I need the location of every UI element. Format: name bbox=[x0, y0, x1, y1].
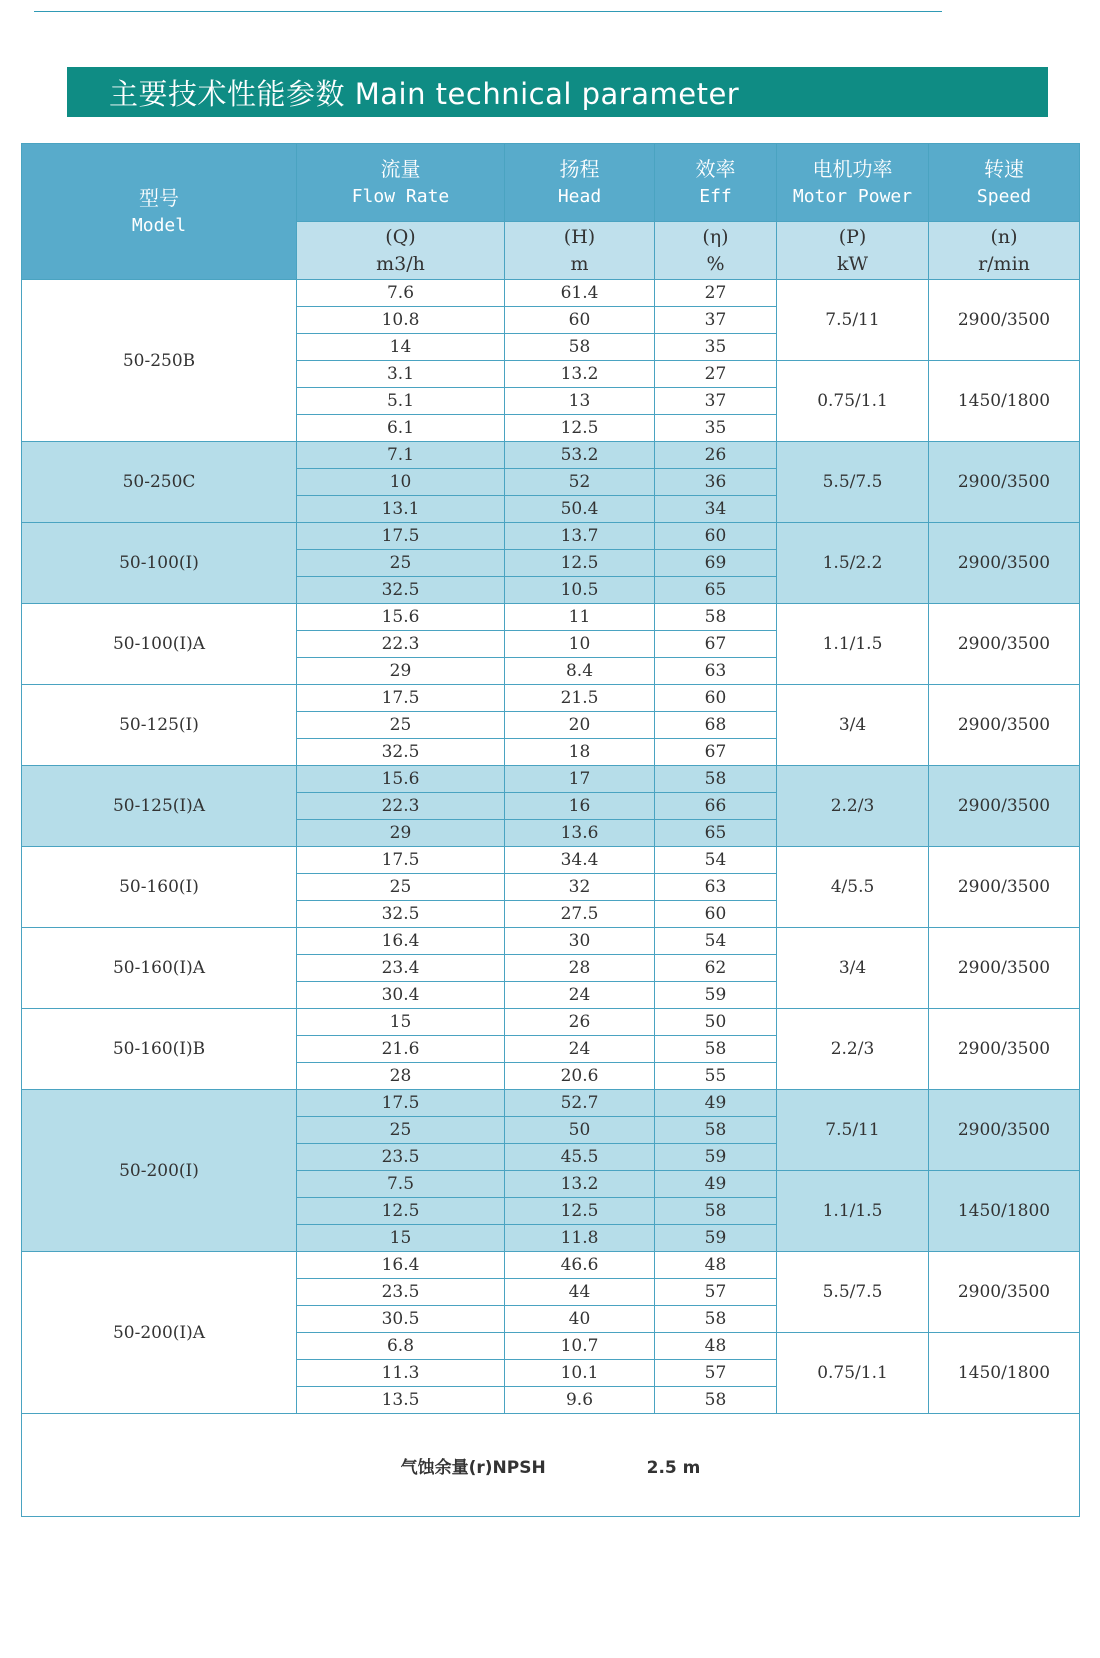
eff-cell: 58 bbox=[655, 766, 777, 793]
eff-cell: 58 bbox=[655, 1117, 777, 1144]
head-cell: 13.7 bbox=[505, 523, 655, 550]
flow-cell: 7.5 bbox=[297, 1171, 505, 1198]
head-cell: 28 bbox=[505, 955, 655, 982]
flow-cell: 10 bbox=[297, 469, 505, 496]
head-cell: 17 bbox=[505, 766, 655, 793]
model-cell: 50-100(I) bbox=[22, 523, 297, 604]
eff-cell: 65 bbox=[655, 820, 777, 847]
flow-cell: 32.5 bbox=[297, 577, 505, 604]
flow-cell: 30.5 bbox=[297, 1306, 505, 1333]
head-cell: 9.6 bbox=[505, 1387, 655, 1414]
eff-cell: 57 bbox=[655, 1360, 777, 1387]
flow-unit: m3/h bbox=[376, 252, 425, 275]
flow-cell: 7.1 bbox=[297, 442, 505, 469]
table-row bbox=[22, 1009, 1080, 1036]
head-unit-header bbox=[505, 222, 655, 280]
speed-cell: 2900/3500 bbox=[929, 280, 1080, 361]
head-cell: 46.6 bbox=[505, 1252, 655, 1279]
model-cell: 50-125(I)A bbox=[22, 766, 297, 847]
head-cell: 13.2 bbox=[505, 361, 655, 388]
table-row bbox=[22, 604, 1080, 631]
speed-cell: 2900/3500 bbox=[929, 523, 1080, 604]
eff-unit: % bbox=[706, 252, 725, 275]
speed-cell: 2900/3500 bbox=[929, 847, 1080, 928]
head-cell: 60 bbox=[505, 307, 655, 334]
eff-unit-header bbox=[655, 222, 777, 280]
head-cell: 61.4 bbox=[505, 280, 655, 307]
flow-cell: 16.4 bbox=[297, 1252, 505, 1279]
flow-cell: 6.8 bbox=[297, 1333, 505, 1360]
eff-cell: 36 bbox=[655, 469, 777, 496]
flow-cell: 17.5 bbox=[297, 847, 505, 874]
speed-cell: 2900/3500 bbox=[929, 1090, 1080, 1171]
head-cell: 50.4 bbox=[505, 496, 655, 523]
speed-cell: 2900/3500 bbox=[929, 604, 1080, 685]
flow-cell: 7.6 bbox=[297, 280, 505, 307]
eff-cell: 66 bbox=[655, 793, 777, 820]
power-cell: 0.75/1.1 bbox=[777, 1333, 929, 1414]
flow-cell: 29 bbox=[297, 658, 505, 685]
eff-cell: 62 bbox=[655, 955, 777, 982]
head-cell: 52.7 bbox=[505, 1090, 655, 1117]
power-cell: 5.5/7.5 bbox=[777, 1252, 929, 1333]
eff-cell: 65 bbox=[655, 577, 777, 604]
speed-cell: 2900/3500 bbox=[929, 766, 1080, 847]
flow-cell: 13.1 bbox=[297, 496, 505, 523]
head-cell: 12.5 bbox=[505, 415, 655, 442]
npsh-value: 2.5 m bbox=[646, 1457, 701, 1478]
power-header-cn: 电机功率 bbox=[812, 156, 893, 181]
eff-cell: 59 bbox=[655, 1144, 777, 1171]
head-cell: 10.5 bbox=[505, 577, 655, 604]
head-cell: 18 bbox=[505, 739, 655, 766]
model-cell: 50-200(I) bbox=[22, 1090, 297, 1252]
eff-cell: 59 bbox=[655, 982, 777, 1009]
flow-cell: 15.6 bbox=[297, 604, 505, 631]
eff-cell: 63 bbox=[655, 658, 777, 685]
flow-cell: 17.5 bbox=[297, 1090, 505, 1117]
head-cell: 12.5 bbox=[505, 1198, 655, 1225]
head-unit: m bbox=[570, 252, 589, 275]
power-cell: 7.5/11 bbox=[777, 1090, 929, 1171]
flow-cell: 32.5 bbox=[297, 739, 505, 766]
table-row bbox=[22, 928, 1080, 955]
flow-cell: 25 bbox=[297, 712, 505, 739]
flow-cell: 14 bbox=[297, 334, 505, 361]
eff-cell: 59 bbox=[655, 1225, 777, 1252]
power-symbol: (P) bbox=[838, 225, 867, 248]
model-cell: 50-125(I) bbox=[22, 685, 297, 766]
flow-cell: 6.1 bbox=[297, 415, 505, 442]
power-cell: 4/5.5 bbox=[777, 847, 929, 928]
eff-cell: 27 bbox=[655, 361, 777, 388]
power-cell: 5.5/7.5 bbox=[777, 442, 929, 523]
speed-header-cn: 转速 bbox=[984, 156, 1024, 181]
model-header-cn: 型号 bbox=[139, 185, 179, 210]
speed-cell: 2900/3500 bbox=[929, 1009, 1080, 1090]
power-cell: 1.1/1.5 bbox=[777, 1171, 929, 1252]
power-header-en: Motor Power bbox=[792, 185, 913, 207]
flow-header bbox=[297, 144, 505, 222]
model-cell: 50-160(I)A bbox=[22, 928, 297, 1009]
flow-cell: 29 bbox=[297, 820, 505, 847]
flow-cell: 23.5 bbox=[297, 1144, 505, 1171]
flow-cell: 17.5 bbox=[297, 685, 505, 712]
eff-cell: 37 bbox=[655, 307, 777, 334]
eff-cell: 27 bbox=[655, 280, 777, 307]
eff-cell: 67 bbox=[655, 739, 777, 766]
eff-cell: 63 bbox=[655, 874, 777, 901]
flow-cell: 25 bbox=[297, 550, 505, 577]
power-unit-header bbox=[777, 222, 929, 280]
speed-unit: r/min bbox=[978, 252, 1030, 275]
table-body bbox=[22, 280, 1080, 1414]
eff-cell: 58 bbox=[655, 604, 777, 631]
eff-cell: 57 bbox=[655, 1279, 777, 1306]
eff-cell: 58 bbox=[655, 1198, 777, 1225]
flow-cell: 5.1 bbox=[297, 388, 505, 415]
head-cell: 44 bbox=[505, 1279, 655, 1306]
head-cell: 8.4 bbox=[505, 658, 655, 685]
head-cell: 16 bbox=[505, 793, 655, 820]
power-cell: 2.2/3 bbox=[777, 766, 929, 847]
speed-cell: 2900/3500 bbox=[929, 1252, 1080, 1333]
eff-header bbox=[655, 144, 777, 222]
eff-cell: 68 bbox=[655, 712, 777, 739]
flow-cell: 25 bbox=[297, 1117, 505, 1144]
flow-cell: 23.5 bbox=[297, 1279, 505, 1306]
eff-cell: 58 bbox=[655, 1387, 777, 1414]
eff-cell: 67 bbox=[655, 631, 777, 658]
head-cell: 27.5 bbox=[505, 901, 655, 928]
flow-cell: 23.4 bbox=[297, 955, 505, 982]
table-row bbox=[22, 1252, 1080, 1279]
head-cell: 24 bbox=[505, 1036, 655, 1063]
model-cell: 50-160(I) bbox=[22, 847, 297, 928]
power-cell: 1.1/1.5 bbox=[777, 604, 929, 685]
speed-cell: 1450/1800 bbox=[929, 1333, 1080, 1414]
table-row bbox=[22, 442, 1080, 469]
eff-cell: 54 bbox=[655, 928, 777, 955]
eff-header-en: Eff bbox=[699, 185, 732, 207]
table-row bbox=[22, 766, 1080, 793]
speed-cell: 2900/3500 bbox=[929, 442, 1080, 523]
speed-cell: 2900/3500 bbox=[929, 928, 1080, 1009]
head-cell: 12.5 bbox=[505, 550, 655, 577]
head-cell: 11.8 bbox=[505, 1225, 655, 1252]
head-cell: 32 bbox=[505, 874, 655, 901]
flow-cell: 15 bbox=[297, 1009, 505, 1036]
flow-cell: 16.4 bbox=[297, 928, 505, 955]
head-cell: 52 bbox=[505, 469, 655, 496]
power-cell: 3/4 bbox=[777, 685, 929, 766]
head-cell: 10.7 bbox=[505, 1333, 655, 1360]
eff-cell: 60 bbox=[655, 523, 777, 550]
flow-symbol: (Q) bbox=[385, 225, 416, 248]
eff-cell: 58 bbox=[655, 1306, 777, 1333]
parameter-table bbox=[21, 143, 1080, 1517]
eff-cell: 69 bbox=[655, 550, 777, 577]
eff-cell: 50 bbox=[655, 1009, 777, 1036]
speed-cell: 2900/3500 bbox=[929, 685, 1080, 766]
speed-cell: 1450/1800 bbox=[929, 1171, 1080, 1252]
eff-cell: 37 bbox=[655, 388, 777, 415]
flow-cell: 13.5 bbox=[297, 1387, 505, 1414]
power-cell: 7.5/11 bbox=[777, 280, 929, 361]
flow-cell: 21.6 bbox=[297, 1036, 505, 1063]
table-row bbox=[22, 847, 1080, 874]
head-cell: 20 bbox=[505, 712, 655, 739]
head-cell: 13.6 bbox=[505, 820, 655, 847]
eff-cell: 48 bbox=[655, 1333, 777, 1360]
model-header bbox=[22, 144, 297, 280]
eff-cell: 34 bbox=[655, 496, 777, 523]
head-cell: 58 bbox=[505, 334, 655, 361]
head-cell: 13 bbox=[505, 388, 655, 415]
table-row bbox=[22, 280, 1080, 307]
flow-cell: 32.5 bbox=[297, 901, 505, 928]
head-cell: 13.2 bbox=[505, 1171, 655, 1198]
power-cell: 1.5/2.2 bbox=[777, 523, 929, 604]
eff-cell: 60 bbox=[655, 685, 777, 712]
head-header-cn: 扬程 bbox=[559, 156, 600, 181]
head-header bbox=[505, 144, 655, 222]
section-title-bar bbox=[67, 67, 1048, 117]
head-cell: 40 bbox=[505, 1306, 655, 1333]
flow-cell: 12.5 bbox=[297, 1198, 505, 1225]
head-cell: 24 bbox=[505, 982, 655, 1009]
head-cell: 30 bbox=[505, 928, 655, 955]
flow-cell: 22.3 bbox=[297, 793, 505, 820]
flow-cell: 17.5 bbox=[297, 523, 505, 550]
npsh-label: 气蚀余量(r)NPSH bbox=[400, 1457, 546, 1478]
power-cell: 3/4 bbox=[777, 928, 929, 1009]
table-row bbox=[22, 685, 1080, 712]
table-row bbox=[22, 523, 1080, 550]
flow-cell: 10.8 bbox=[297, 307, 505, 334]
eff-header-cn: 效率 bbox=[695, 156, 736, 181]
power-cell: 0.75/1.1 bbox=[777, 361, 929, 442]
eff-cell: 35 bbox=[655, 334, 777, 361]
head-cell: 10.1 bbox=[505, 1360, 655, 1387]
speed-symbol: (n) bbox=[990, 225, 1018, 248]
eff-cell: 49 bbox=[655, 1171, 777, 1198]
head-cell: 10 bbox=[505, 631, 655, 658]
eff-cell: 58 bbox=[655, 1036, 777, 1063]
model-header-en: Model bbox=[131, 214, 187, 236]
flow-cell: 28 bbox=[297, 1063, 505, 1090]
head-cell: 11 bbox=[505, 604, 655, 631]
eff-cell: 55 bbox=[655, 1063, 777, 1090]
flow-cell: 30.4 bbox=[297, 982, 505, 1009]
head-cell: 50 bbox=[505, 1117, 655, 1144]
speed-cell: 1450/1800 bbox=[929, 361, 1080, 442]
head-symbol: (H) bbox=[563, 225, 596, 248]
flow-cell: 15.6 bbox=[297, 766, 505, 793]
eff-cell: 26 bbox=[655, 442, 777, 469]
flow-cell: 25 bbox=[297, 874, 505, 901]
power-unit: kW bbox=[836, 252, 869, 275]
top-divider bbox=[34, 11, 942, 12]
eff-cell: 49 bbox=[655, 1090, 777, 1117]
eff-symbol: (η) bbox=[702, 225, 729, 248]
speed-unit-header bbox=[929, 222, 1080, 280]
model-cell: 50-250C bbox=[22, 442, 297, 523]
flow-cell: 3.1 bbox=[297, 361, 505, 388]
table-row bbox=[22, 1090, 1080, 1117]
model-cell: 50-200(I)A bbox=[22, 1252, 297, 1414]
eff-cell: 48 bbox=[655, 1252, 777, 1279]
model-cell: 50-100(I)A bbox=[22, 604, 297, 685]
flow-cell: 11.3 bbox=[297, 1360, 505, 1387]
flow-cell: 15 bbox=[297, 1225, 505, 1252]
power-cell: 2.2/3 bbox=[777, 1009, 929, 1090]
eff-cell: 35 bbox=[655, 415, 777, 442]
model-cell: 50-250B bbox=[22, 280, 297, 442]
head-cell: 53.2 bbox=[505, 442, 655, 469]
eff-cell: 60 bbox=[655, 901, 777, 928]
section-title: 主要技术性能参数 Main technical parameter bbox=[109, 76, 740, 111]
flow-unit-header bbox=[297, 222, 505, 280]
flow-header-cn: 流量 bbox=[380, 156, 421, 181]
power-header bbox=[777, 144, 929, 222]
npsh-row bbox=[22, 1414, 1080, 1517]
head-cell: 45.5 bbox=[505, 1144, 655, 1171]
model-cell: 50-160(I)B bbox=[22, 1009, 297, 1090]
head-cell: 26 bbox=[505, 1009, 655, 1036]
head-cell: 34.4 bbox=[505, 847, 655, 874]
head-cell: 21.5 bbox=[505, 685, 655, 712]
npsh-cell bbox=[22, 1414, 1080, 1517]
flow-header-en: Flow Rate bbox=[351, 185, 450, 207]
speed-header-en: Speed bbox=[976, 185, 1032, 207]
eff-cell: 54 bbox=[655, 847, 777, 874]
speed-header bbox=[929, 144, 1080, 222]
head-header-en: Head bbox=[557, 185, 602, 207]
flow-cell: 22.3 bbox=[297, 631, 505, 658]
head-cell: 20.6 bbox=[505, 1063, 655, 1090]
